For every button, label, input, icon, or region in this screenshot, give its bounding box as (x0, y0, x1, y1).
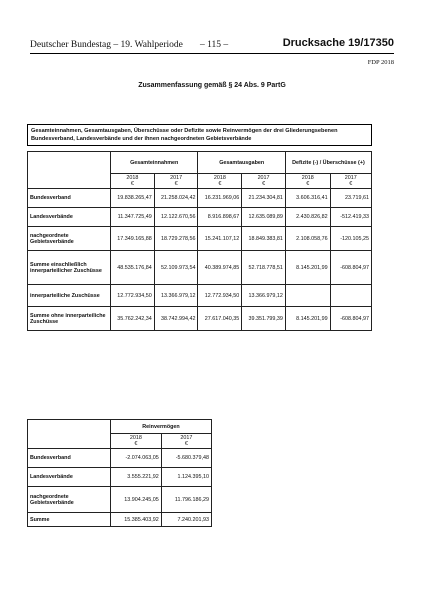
year-header: 2017 € (330, 174, 371, 189)
group-header: Defizite (-) / Überschüsse (+) (285, 152, 371, 174)
group-header: Gesamteinnahmen (111, 152, 198, 174)
table-row: Bundesverband -2.074.063,05 -5.680.379,48 (28, 449, 212, 468)
year-header: 2018 € (198, 174, 242, 189)
group-header: Gesamtausgaben (198, 152, 285, 174)
table-row: Bundesverband 19.838.265,47 21.258.024,42 16.231.969,06 21.234.304,81 3.606.316,41 23.719,61 (28, 189, 372, 208)
table-row: Summe einschließlich innerparteilicher Zuschüsse 48.535.176,84 52.109.973,54 40.389.974,85 52.718.778,51 8.145.201,99 -608.804,97 (28, 251, 372, 285)
page-number: – 115 – (200, 40, 229, 50)
table-row: innerparteiliche Zuschüsse 12.772.934,50 13.366.979,12 12.772.934,50 13.366.979,12 (28, 285, 372, 307)
party-label: FDP 2018 (367, 59, 394, 66)
year-header: 2017 € (161, 434, 211, 449)
year-header: 2017 € (242, 174, 286, 189)
drucksache-number: 17350 (363, 37, 394, 49)
table-row: Landesverbände 3.555.221,92 1.124.395,10 (28, 468, 212, 487)
table-row: nachgeordnete Gebietsverbände 13.904.245,05 11.796.186,29 (28, 487, 212, 513)
description-box: Gesamteinnahmen, Gesamtausgaben, Überschüsse oder Defizite sowie Reinvermögen der drei Gliederungsebenen Bundesverband, Landesverbände und der ihnen nachgeordneten Gebietsverbände (27, 124, 372, 146)
page-title: Zusammenfassung gemäß § 24 Abs. 9 PartG (138, 82, 286, 89)
header-left: Deutscher Bundestag – 19. Wahlperiode (30, 40, 183, 50)
header-rule (30, 53, 394, 54)
table-row: Summe ohne innerparteiliche Zuschüsse 35.762.242,34 38.742.994,42 27.617.040,35 39.351.799,39 8.145.201,99 -608.804,97 (28, 307, 372, 331)
drucksache-label: Drucksache 19/ (282, 37, 364, 49)
group-header: Reinvermögen (111, 420, 212, 434)
year-header: 2017 € (154, 174, 198, 189)
year-header: 2018 € (111, 174, 155, 189)
reinvermoegen-table (27, 419, 212, 527)
table-row: Summe 15.385.403,92 7.240.201,93 (28, 513, 212, 527)
summary-table (27, 151, 372, 331)
table-row: nachgeordnete Gebietsverbände 17.349.165,88 18.729.278,56 15.241.107,12 18.849.383,81 2.108.058,76 -120.105,25 (28, 227, 372, 251)
year-header: 2018 € (111, 434, 162, 449)
year-header: 2018 € (285, 174, 330, 189)
drucksache (283, 37, 394, 49)
table-row: Landesverbände 11.347.725,49 12.122.670,56 8.916.898,67 12.635.089,89 2.430.826,82 -512.419,33 (28, 208, 372, 227)
empty-corner (28, 420, 111, 449)
empty-corner (28, 152, 111, 189)
